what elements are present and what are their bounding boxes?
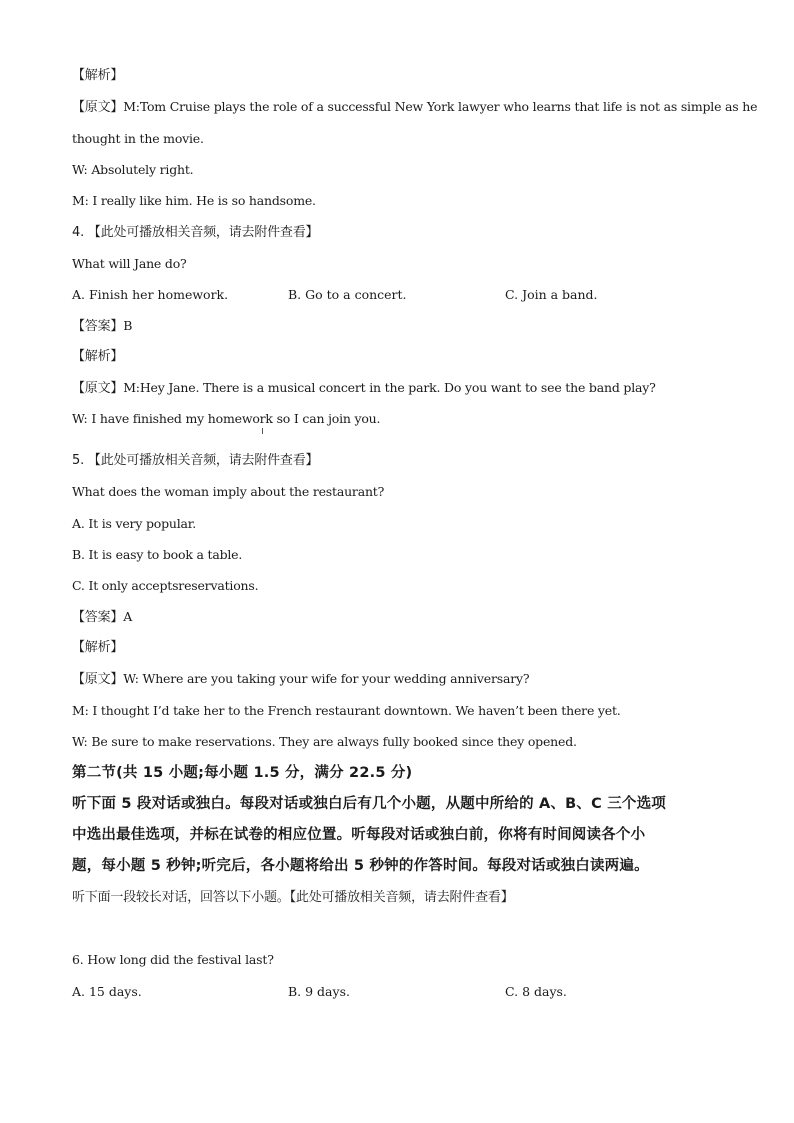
answer-tag: 【答案】 xyxy=(72,610,124,625)
transcript-line: thought in the movie. xyxy=(72,131,204,146)
analysis-label: 【解析】 xyxy=(72,349,124,364)
sub-instructions: 听下面一段较长对话，回答以下小题。【此处可播放相关音频，请去附件查看】 xyxy=(72,890,514,905)
question-6-text: 6. How long did the festival last? xyxy=(72,952,274,967)
question-4-text: What will Jane do? xyxy=(72,256,187,271)
section-heading: 第二节(共 15 小题;每小题 1.5 分，满分 22.5 分) xyxy=(72,765,413,781)
question-5-option-c: C. It only acceptsreservations. xyxy=(72,578,259,593)
transcript-line: M: I really like him. He is so handsome. xyxy=(72,193,316,208)
transcript-tag: 【原文】 xyxy=(72,100,124,115)
analysis-label: 【解析】 xyxy=(72,640,124,655)
answer-value: B xyxy=(123,318,133,333)
question-4-header: 4. 【此处可播放相关音频，请去附件查看】 xyxy=(72,225,319,240)
question-4-option-a: A. Finish her homework. xyxy=(72,287,229,302)
question-4-option-b: B. Go to a concert. xyxy=(288,287,407,302)
transcript-line xyxy=(72,380,656,397)
transcript-line: W: I have finished my homework so I can join you. xyxy=(72,411,381,426)
question-5-text: What does the woman imply about the restaurant? xyxy=(72,484,385,499)
transcript-line: W: Be sure to make reservations. They are always fully booked since they opened. xyxy=(72,734,577,749)
answer-value: A xyxy=(123,609,133,624)
section-instructions: 听下面 5 段对话或独白。每段对话或独白后有几个小题，从题中所给的 A、B、C 三个选项 xyxy=(72,796,666,812)
question-5-option-b: B. It is easy to book a table. xyxy=(72,547,243,562)
stray-mark xyxy=(262,428,263,434)
analysis-label: 【解析】 xyxy=(72,68,124,83)
transcript-tag: 【原文】 xyxy=(72,672,124,687)
transcript-line xyxy=(72,671,529,688)
question-5-option-a: A. It is very popular. xyxy=(72,516,196,531)
question-6-option-b: B. 9 days. xyxy=(288,984,350,999)
transcript-text: M:Hey Jane. There is a musical concert in the park. Do you want to see the band play? xyxy=(123,380,656,395)
answer-tag: 【答案】 xyxy=(72,319,124,334)
section-instructions: 题，每小题 5 秒钟;听完后，各小题将给出 5 秒钟的作答时间。每段对话或独白读两遍。 xyxy=(72,858,649,874)
transcript-line: W: Absolutely right. xyxy=(72,162,194,177)
transcript-line: M: I thought I’d take her to the French restaurant downtown. We haven’t been there yet. xyxy=(72,703,621,718)
transcript-line xyxy=(72,99,757,116)
answer-line xyxy=(72,609,132,626)
transcript-text: M:Tom Cruise plays the role of a successful New York lawyer who learns that life is not as simple as he xyxy=(123,99,758,114)
question-6-option-a: A. 15 days. xyxy=(72,984,142,999)
section-instructions: 中选出最佳选项，并标在试卷的相应位置。听每段对话或独白前，你将有时间阅读各个小 xyxy=(72,827,646,843)
transcript-tag: 【原文】 xyxy=(72,381,124,396)
answer-line xyxy=(72,318,132,335)
question-5-header: 5. 【此处可播放相关音频，请去附件查看】 xyxy=(72,453,319,468)
question-4-option-c: C. Join a band. xyxy=(505,287,598,302)
question-6-option-c: C. 8 days. xyxy=(505,984,567,999)
transcript-text: W: Where are you taking your wife for your wedding anniversary? xyxy=(123,671,530,686)
